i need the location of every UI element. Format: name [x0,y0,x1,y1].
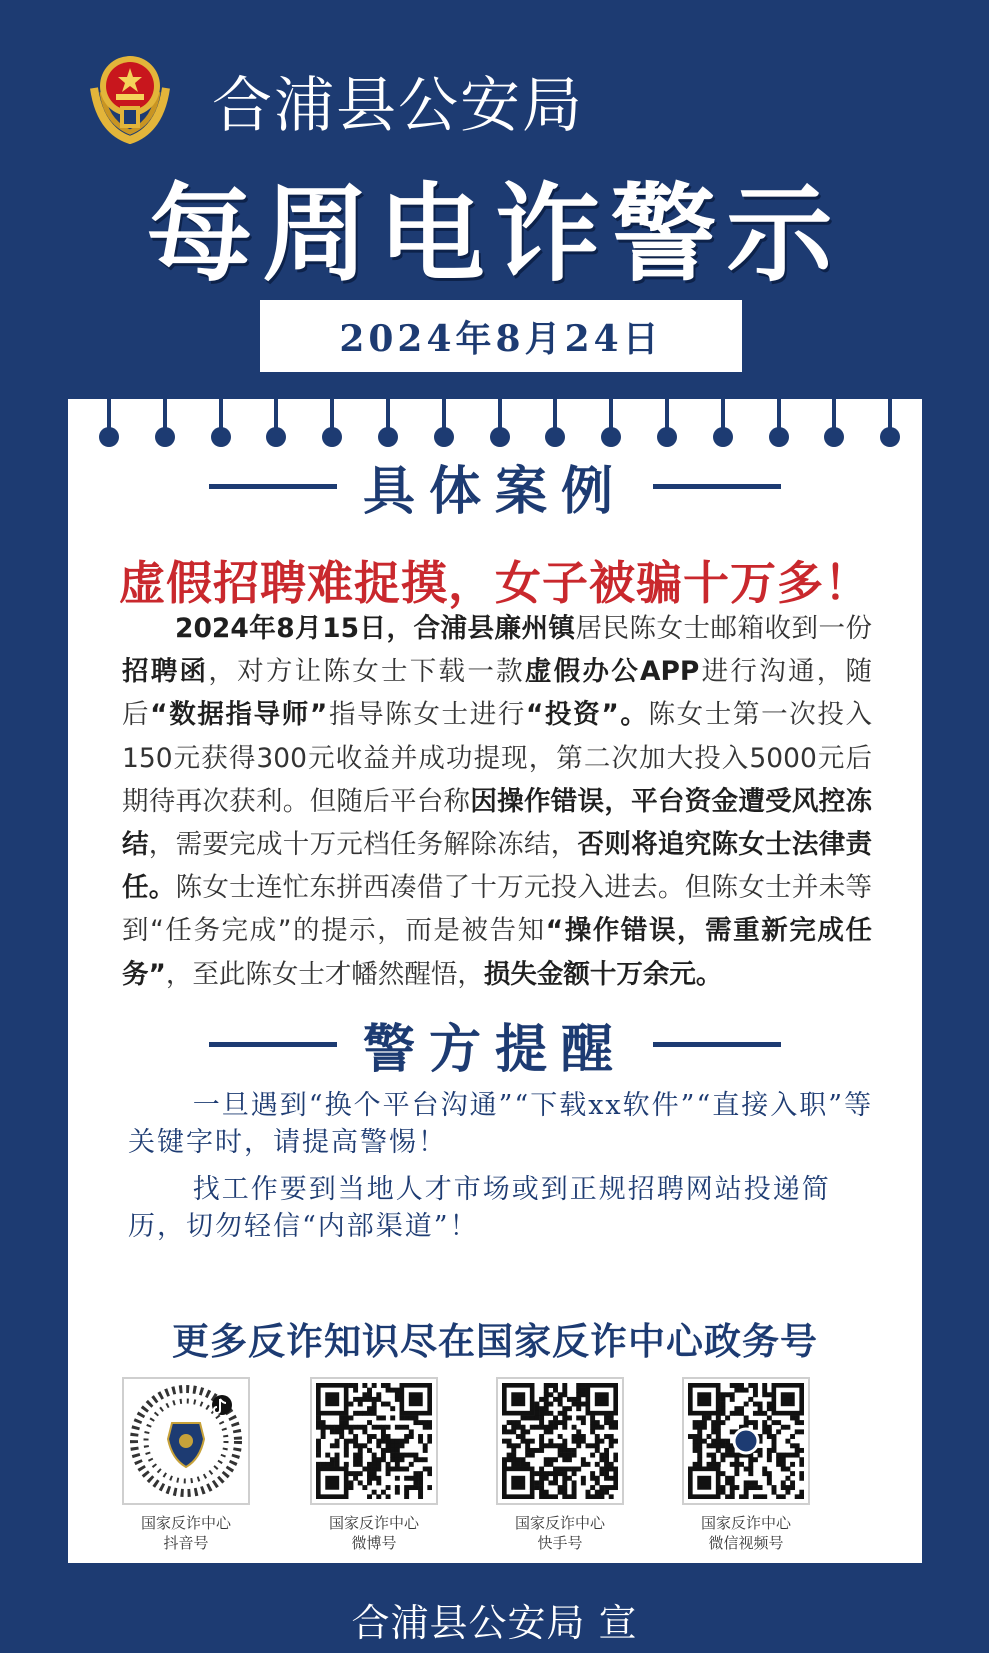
date-banner [260,300,742,372]
binder-ring [879,399,901,449]
heading-rule-left [209,1042,337,1047]
case-body [122,607,872,996]
heading-rule-left [209,484,337,489]
police-section-heading [68,1009,922,1079]
binder-ring [433,399,455,449]
date-text: 2024年8月24日 [339,317,663,360]
binder-ring [321,399,343,449]
binder-ring [656,399,678,449]
case-emphasis: “操作错误，需重新完成任务” [122,915,872,990]
binder-ring [210,399,232,449]
police-heading: 警方提醒 [362,1019,627,1080]
qr-card-wechat-channels[interactable] [656,1377,836,1553]
case-text-run: 陈女士第一次投入150元获得300元收益并成功提现，第二次加大投入5000元后期待再次获利。但随后平台称 [122,699,873,817]
case-text-run: 进行沟通，随后 [122,656,873,731]
agency-name: 合浦县公安局 [212,71,584,141]
case-emphasis: 虚假办公APP [524,656,700,688]
case-emphasis: 否则将追究陈女士法律责任。 [122,829,873,904]
case-emphasis: “投资”。 [525,699,649,731]
case-emphasis: 招聘函 [122,656,209,688]
qr-card-douyin[interactable] [96,1377,276,1553]
page-title: 每周电诈警示 [146,173,843,296]
qr-card-kuaishou[interactable] [470,1377,650,1553]
kuaishou-qr-icon[interactable] [496,1377,624,1505]
binder-ring [600,399,622,449]
case-heading: 具体案例 [362,461,627,522]
case-emphasis: “数据指导师” [150,699,328,731]
case-emphasis: 因操作错误，平台资金遭受风控冻结 [122,785,873,861]
qr-card-weibo[interactable] [284,1377,464,1553]
qr-caption: 国家反诈中心 抖音号 [140,1514,231,1552]
case-text-run: ，对方让陈女士下载一款 [208,656,525,688]
qr-caption: 国家反诈中心 微博号 [328,1514,419,1552]
binder-rings [98,399,898,449]
binder-ring [768,399,790,449]
notice-card [68,399,922,1563]
wechat-channels-qr-icon[interactable] [682,1377,810,1505]
case-text-run: 指导陈女士进行 [327,699,526,731]
binder-ring [544,399,566,449]
tip-2: 找工作要到当地人才市场或到正规招聘网站投递简历，切勿轻信“内部渠道”！ [128,1174,831,1242]
binder-ring [265,399,287,449]
douyin-qr-icon[interactable] [122,1377,250,1505]
binder-ring [377,399,399,449]
case-emphasis: 损失金额十万余元。 [483,958,723,990]
binder-ring [712,399,734,449]
case-section-heading [68,451,922,521]
case-text-run: ，至此陈女士才幡然醒悟， [165,958,484,990]
heading-rule-right [653,1042,781,1047]
binder-ring [823,399,845,449]
police-emblem-icon [82,48,178,144]
case-headline: 虚假招聘难捉摸，女子被骗十万多！ [119,556,871,610]
heading-rule-right [653,484,781,489]
binder-ring [489,399,511,449]
footer-credit: 合浦县公安局 宣 [351,1601,638,1645]
case-paragraph [122,607,872,996]
binder-ring [154,399,176,449]
case-emphasis: 2024年8月15日，合浦县廉州镇 [175,613,576,644]
police-tips [128,1087,888,1255]
qr-caption: 国家反诈中心 快手号 [514,1514,605,1552]
weibo-qr-icon[interactable] [310,1377,438,1505]
case-text-run: 居民陈女士邮箱收到一份 [575,613,872,644]
qr-caption: 国家反诈中心 微信视频号 [700,1514,791,1552]
case-text-run: 陈女士连忙东拼西凑借了十万元投入进去。但陈女士并未等到“任务完成”的提示，而是被告知 [122,872,873,947]
binder-ring [98,399,120,449]
more-info-banner: 更多反诈知识尽在国家反诈中心政务号 [172,1320,818,1363]
tip-1: 一旦遇到“换个平台沟通”“下载xx软件”“直接入职”等关键字时，请提高警惕！ [128,1090,874,1158]
case-text-run: ，需要完成十万元档任务解除冻结， [148,829,578,861]
